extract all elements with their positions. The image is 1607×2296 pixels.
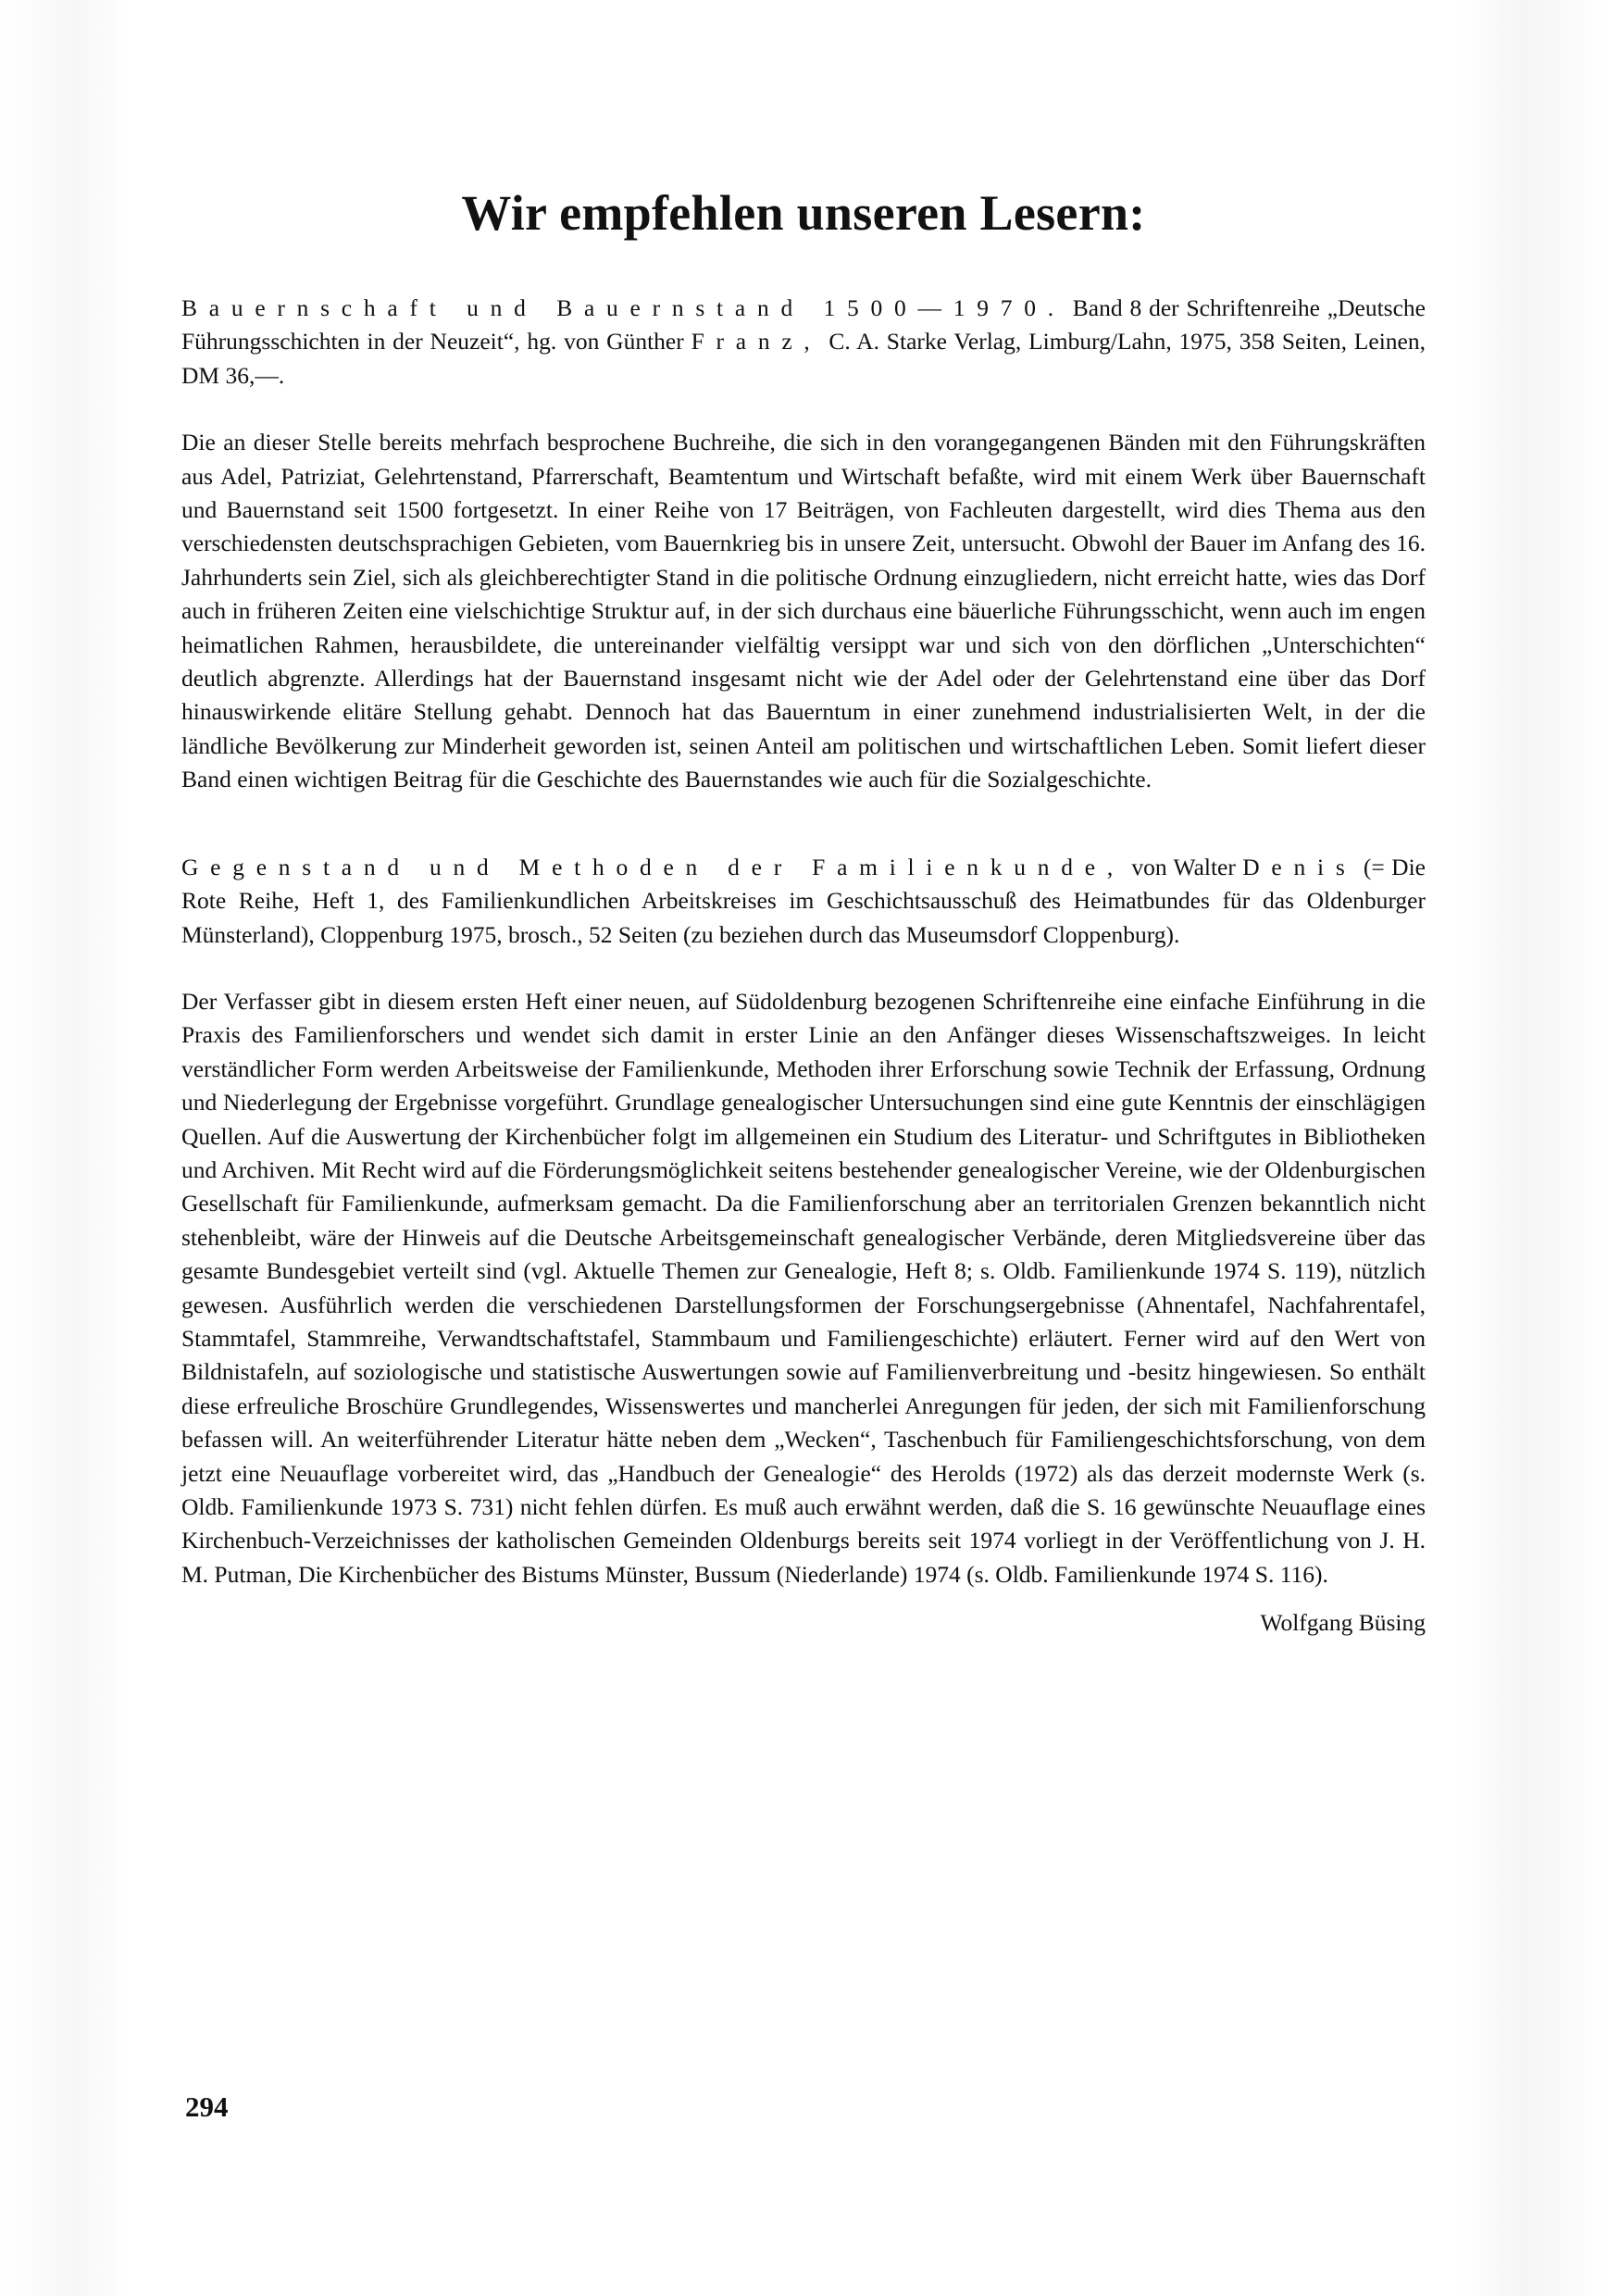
review-2-citation-text-1: von Walter	[1124, 853, 1243, 880]
review-1-citation-text-2: C. A. Starke Verlag, Limburg/Lahn, 1975, 358 Seiten, Leinen, DM 36,—.	[181, 328, 1426, 389]
review-2-author: Denis	[1242, 853, 1357, 880]
spacer	[181, 393, 1426, 426]
review-2-citation	[181, 851, 1426, 952]
page-content	[181, 181, 1426, 1641]
review-1-citation-text-1: Band 8 der Schriftenreihe „Deutsche Führungsschichten in der Neuzeit“, hg. von Günther	[181, 294, 1426, 356]
review-1-editor: Franz,	[691, 328, 822, 356]
reviewer-signature: Wolfgang Büsing	[1260, 1609, 1426, 1637]
review-1-title: Bauernschaft und Bauernstand 1500—1970.	[181, 294, 1065, 321]
spacer	[181, 952, 1426, 985]
page-heading: Wir empfehlen unseren Lesern:	[461, 185, 1146, 241]
review-1-body: Die an dieser Stelle bereits mehrfach besprochene Buchreihe, die sich in den vorangegangenen Bänden mit den Führungskräften aus Adel, Patriziat, Gelehrtenstand, Pfarrerschaft, Beamtentum und Wirtschaft befaßte, wird mit einem Werk über Bauernschaft und Bauernstand seit 1500 fortgesetzt. In einer Reihe von 17 Beiträgen, von Fachleuten dargestellt, wird dies Thema aus den verschiedensten deutschsprachigen Gebieten, vom Bauernkrieg bis in unsere Zeit, untersucht. Obwohl der Bauer im Anfang des 16. Jahrhunderts sein Ziel, sich als gleichberechtigter Stand in die politische Ordnung einzugliedern, nicht erreicht hatte, wies das Dorf auch in früheren Zeiten eine vielschichtige Struktur auf, in der sich durchaus eine bäuerliche Führungsschicht, wenn auch im engen heimatlichen Rahmen, herausbildete, die untereinander vielfältig versippt war und sich von den dörflichen „Unterschichten“ deutlich abgrenzte. Allerdings hat der Bauernstand insgesamt nicht wie der Adel oder der Gelehrtenstand eine über das Dorf hinauswirkende elitäre Stellung gehabt. Dennoch hat das Bauerntum in einer zunehmend industrialisierten Welt, in der die ländliche Bevölkerung zur Minderheit geworden ist, seinen Anteil am politischen und wirtschaftlichen Leben. Somit liefert dieser Band einen wichtigen Beitrag für die Geschichte des Bauernstandes wie auch für die Sozialgeschichte.	[181, 429, 1426, 793]
page-number: 294	[185, 2090, 229, 2123]
scan-margin-left	[0, 0, 130, 2296]
review-2-citation-text-2: (= Die Rote Reihe, Heft 1, des Familienkundlichen Arbeitskreises im Geschichtsausschuß des Heimatbundes für das Oldenburger Münsterland), Cloppenburg 1975, brosch., 52 Seiten (zu beziehen durch das Museumsdorf Cloppenburg).	[181, 853, 1426, 948]
review-2-body: Der Verfasser gibt in diesem ersten Heft einer neuen, auf Südoldenburg bezogenen Schriftenreihe eine einfache Einführung in die Praxis des Familienforschers und wendet sich damit in erster Linie an den Anfänger dieses Wissenschaftszweiges. In leicht verständlicher Form werden Arbeitsweise der Familienkunde, Methoden ihrer Erforschung sowie Technik der Erfassung, Ordnung und Niederlegung der Ergebnisse vorgeführt. Grundlage genealogischer Untersuchungen sind eine gute Kenntnis der einschlägigen Quellen. Auf die Auswertung der Kirchenbücher folgt im allgemeinen ein Studium des Literatur- und Schriftgutes in Bibliotheken und Archiven. Mit Recht wird auf die Förderungsmöglichkeit seitens bestehender genealogischer Vereine, wie der Oldenburgischen Gesellschaft für Familienkunde, aufmerksam gemacht. Da die Familienforschung aber an territorialen Grenzen bekanntlich nicht stehenbleibt, wäre der Hinweis auf die Deutsche Arbeitsgemeinschaft genealogischer Verbände, deren Mitgliedsvereine über das gesamte Bundesgebiet verteilt sind (vgl. Aktuelle Themen zur Genealogie, Heft 8; s. Oldb. Familienkunde 1974 S. 119), nützlich gewesen. Ausführlich werden die verschiedenen Darstellungsformen der Forschungsergebnisse (Ahnentafel, Nachfahrentafel, Stammtafel, Stammreihe, Verwandtschaftstafel, Stammbaum und Familiengeschichte) erläutert. Ferner wird auf den Wert von Bildnistafeln, auf soziologische und statistische Auswertungen sowie auf Familienverbreitung und -besitz hingewiesen. So enthält diese erfreuliche Broschüre Grundlegendes, Wissenswertes und mancherlei Anregungen für jeden, der sich mit Familienforschung befassen will. An weiterführender Literatur hätte neben dem „Wecken“, Taschenbuch für Familiengeschichtsforschung, von dem jetzt eine Neuauflage vorbereitet wird, das „Handbuch der Genealogie“ des Herolds (1972) als das derzeit modernste Werk (s. Oldb. Familienkunde 1973 S. 731) nicht fehlen dürfen. Es muß auch erwähnt werden, daß die S. 16 gewünschte Neuauflage eines Kirchenbuch-Verzeichnisses der katholischen Gemeinden Oldenburgs bereits seit 1974 vorliegt in der Veröffentlichung von J. H. M. Putman, Die Kirchenbücher des Bistums Münster, Bussum (Niederlande) 1974 (s. Oldb. Familienkunde 1974 S. 116).	[181, 987, 1426, 1588]
scan-margin-right	[1459, 0, 1607, 2296]
review-1-citation	[181, 292, 1426, 393]
review-2-title: Gegenstand und Methoden der Familienkunde,	[181, 853, 1125, 880]
spacer	[181, 797, 1426, 851]
